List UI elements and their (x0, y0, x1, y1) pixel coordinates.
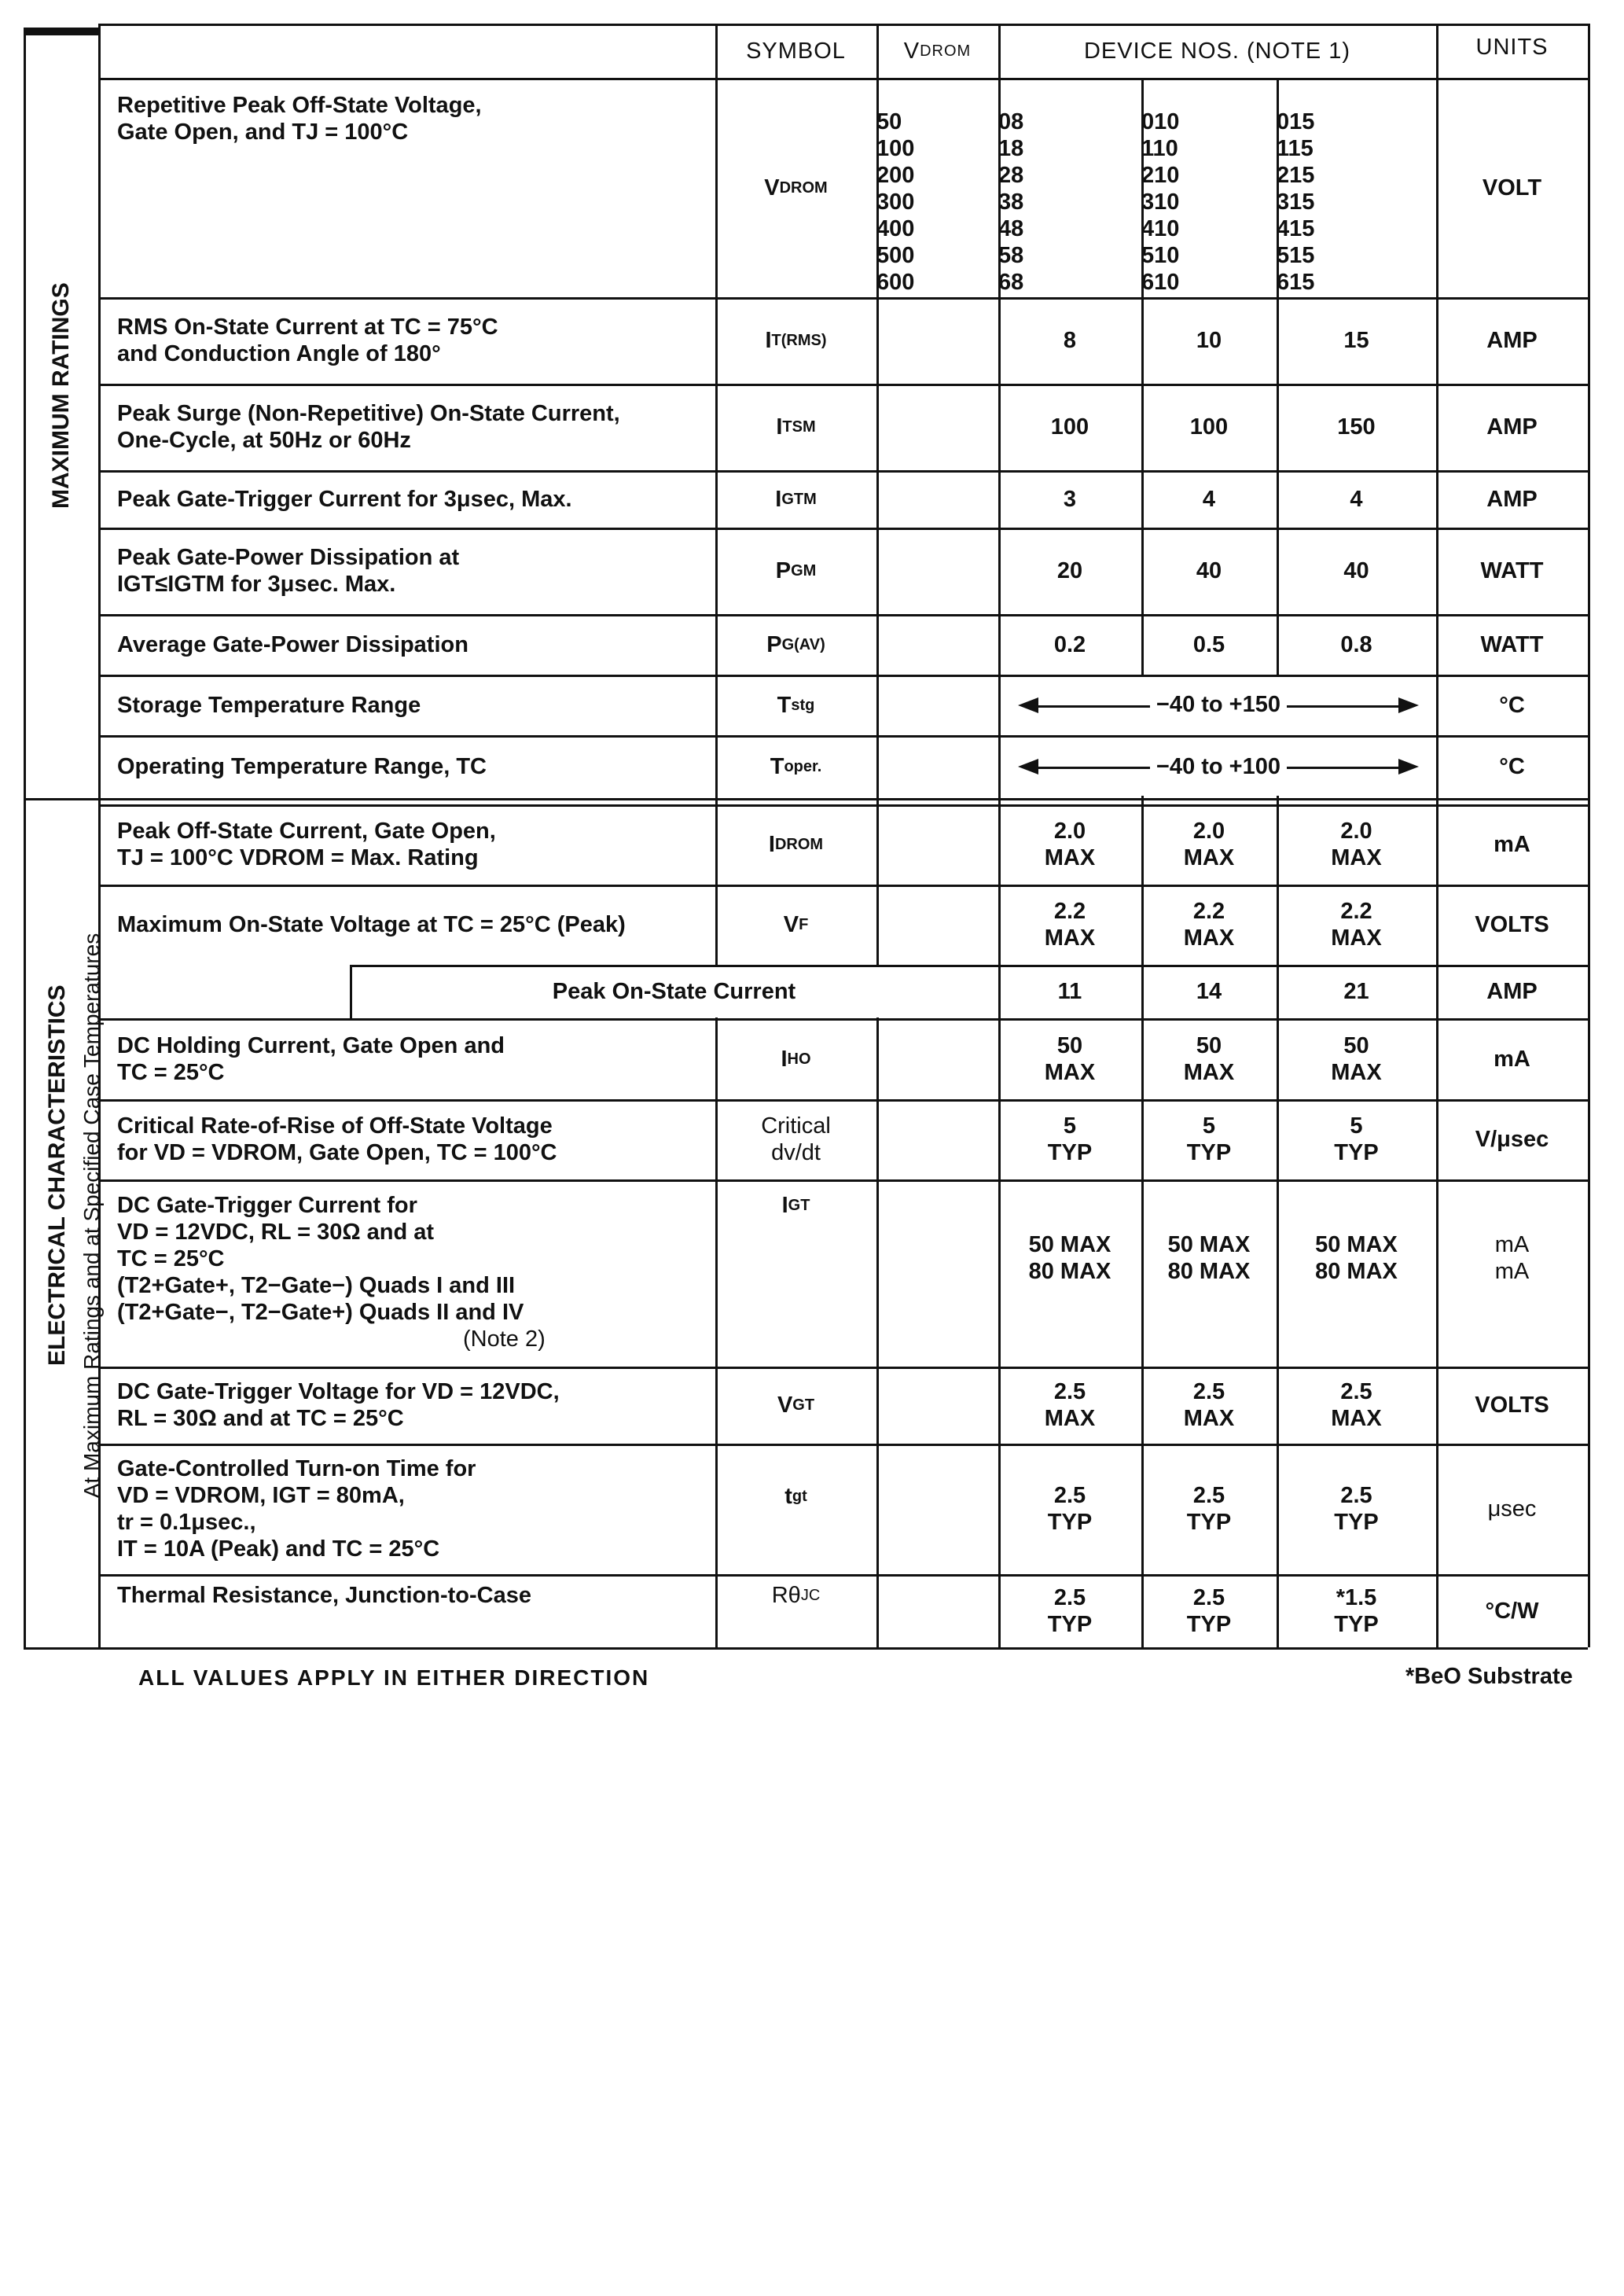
section-electrical-characteristics: ELECTRICAL CHARACTERISTICS (44, 984, 70, 1366)
vgt-dev3: 2.5 MAX (1331, 1379, 1382, 1431)
header-symbol: SYMBOL (746, 38, 846, 64)
rth-units: °C/W (1485, 1598, 1539, 1624)
footer-note-right: *BeO Substrate (1405, 1664, 1573, 1689)
param-toper: Operating Temperature Range, TC (117, 754, 487, 779)
section-maximum-ratings: MAXIMUM RATINGS (48, 282, 74, 509)
param-pgav: Average Gate-Power Dissipation (117, 631, 468, 657)
param-igt: DC Gate-Trigger Current for VD = 12VDC, RL = 30Ω and at TC = 25°C (T2+Gate+, T2−Gate−) Quads I and III (T2+Gate−, T2−Gate+) Quads II and IV (Note 2) (117, 1193, 546, 1352)
iho-dev3: 50 MAX (1331, 1032, 1382, 1085)
vf-dev2: 2.2 MAX (1183, 899, 1235, 951)
section-electrical-subtitle: At Maximum Ratings and at Specified Case Temperatures (79, 933, 104, 1499)
param-tgt: Gate-Controlled Turn-on Time for VD = VDROM, IGT = 80mA, tr = 0.1μsec., IT = 10A (Peak) and TC = 25°C (117, 1456, 476, 1562)
tgt-dev3: 2.5 TYP (1334, 1483, 1379, 1535)
pgav-units: WATT (1480, 631, 1544, 657)
symbol-pgm: P GM (775, 558, 817, 583)
symbol-dvdt: Critical dv/dt (761, 1113, 831, 1165)
header-units: UNITS (1475, 35, 1549, 60)
dvdt-units: V/μsec (1475, 1127, 1549, 1152)
symbol-iho: I HO (781, 1046, 811, 1072)
header-device-nos: DEVICE NOS. (NOTE 1) (1083, 38, 1351, 64)
param-surge: Peak Surge (Non-Repetitive) On-State Current, One-Cycle, at 50Hz or 60Hz (117, 401, 620, 453)
idrom-dev1: 2.0 MAX (1044, 819, 1096, 870)
peak-on-units: AMP (1486, 979, 1538, 1004)
toper-units: °C (1499, 754, 1525, 779)
surge-dev1: 100 (1050, 414, 1089, 440)
symbol-tgt: t gt (784, 1484, 807, 1509)
pgm-dev2: 40 (1196, 558, 1222, 583)
param-vgt: DC Gate-Trigger Voltage for VD = 12VDC, RL = 30Ω and at TC = 25°C (117, 1379, 560, 1431)
pgm-dev3: 40 (1343, 558, 1369, 583)
vgt-dev1: 2.5 MAX (1044, 1379, 1096, 1431)
device2-numbers: 010 110 210 310 410 510 610 (1141, 109, 1180, 295)
idrom-units: mA (1494, 832, 1530, 857)
peak-on-dev3: 21 (1343, 979, 1369, 1004)
rule (24, 28, 26, 1647)
tgt-dev2: 2.5 TYP (1186, 1483, 1232, 1535)
tstg-units: °C (1499, 692, 1525, 718)
tstg-range-arrow (1018, 675, 1419, 735)
rms-dev2: 10 (1196, 328, 1222, 353)
igt-dev1: 50 MAX 80 MAX (1028, 1232, 1111, 1284)
rth-dev1: 2.5 TYP (1047, 1584, 1093, 1637)
igtm-dev2: 4 (1202, 486, 1216, 512)
rule (24, 28, 101, 35)
rms-units: AMP (1486, 328, 1538, 353)
igt-dev2: 50 MAX 80 MAX (1167, 1232, 1251, 1284)
surge-dev3: 150 (1337, 414, 1376, 440)
units-vdrom: VOLT (1482, 175, 1542, 201)
iho-dev1: 50 MAX (1044, 1032, 1096, 1085)
vf-dev3: 2.2 MAX (1331, 899, 1382, 951)
symbol-vgt: V GT (777, 1393, 815, 1418)
param-rth: Thermal Resistance, Junction-to-Case (117, 1583, 531, 1608)
rth-dev3: *1.5 TYP (1334, 1584, 1379, 1637)
idrom-dev2: 2.0 MAX (1183, 819, 1235, 870)
rule (1588, 24, 1590, 1647)
rth-dev2: 2.5 TYP (1186, 1584, 1232, 1637)
footer-note-left: ALL VALUES APPLY IN EITHER DIRECTION (138, 1665, 650, 1690)
igtm-units: AMP (1486, 486, 1538, 512)
param-tstg: Storage Temperature Range (117, 692, 421, 718)
param-iho: DC Holding Current, Gate Open and TC = 25°C (117, 1032, 505, 1085)
igt-units: mA mA (1494, 1232, 1530, 1284)
symbol-toper: T oper. (770, 754, 822, 779)
vdrom-values: 50 100 200 300 400 500 600 (876, 109, 915, 295)
symbol-rms: I T(RMS) (765, 328, 827, 353)
device3-numbers: 015 115 215 315 415 515 615 (1277, 109, 1315, 295)
tgt-dev1: 2.5 TYP (1047, 1483, 1093, 1535)
param-peak-on: Peak On-State Current (552, 979, 796, 1004)
tstg-range: −40 to +150 (1150, 692, 1287, 718)
symbol-idrom: I DROM (768, 832, 824, 857)
param-idrom: Peak Off-State Current, Gate Open, TJ = 100°C VDROM = Max. Rating (117, 819, 496, 870)
pgm-units: WATT (1480, 558, 1544, 583)
dvdt-dev2: 5 TYP (1186, 1113, 1232, 1165)
param-vdrom: Repetitive Peak Off-State Voltage, Gate Open, and TJ = 100°C (117, 93, 482, 145)
peak-on-dev2: 14 (1196, 979, 1222, 1004)
igtm-dev3: 4 (1350, 486, 1363, 512)
vf-dev1: 2.2 MAX (1044, 899, 1096, 951)
surge-units: AMP (1486, 414, 1538, 440)
datasheet-table (24, 24, 1593, 1667)
dvdt-dev1: 5 TYP (1047, 1113, 1093, 1165)
igtm-dev1: 3 (1063, 486, 1077, 512)
peak-on-dev1: 11 (1057, 979, 1082, 1004)
param-pgm: Peak Gate-Power Dissipation at IGT≤IGTM for 3μsec. Max. (117, 545, 460, 597)
rule (24, 798, 101, 800)
toper-range-arrow (1018, 735, 1419, 798)
rule (98, 798, 1588, 800)
iho-units: mA (1494, 1046, 1530, 1072)
pgm-dev1: 20 (1056, 558, 1083, 583)
vf-units: VOLTS (1475, 912, 1549, 937)
param-dvdt: Critical Rate-of-Rise of Off-State Voltage for VD = VDROM, Gate Open, TC = 100°C (117, 1113, 557, 1165)
param-vf: Maximum On-State Voltage at TC = 25°C (Peak) (117, 912, 626, 937)
vgt-dev2: 2.5 MAX (1183, 1379, 1235, 1431)
rms-dev1: 8 (1063, 328, 1077, 353)
header-vdrom: V DROM (903, 38, 972, 64)
dvdt-dev3: 5 TYP (1334, 1113, 1379, 1165)
pgav-dev3: 0.8 (1340, 631, 1372, 657)
toper-range: −40 to +100 (1150, 754, 1287, 780)
symbol-vdrom: V DROM (764, 175, 828, 201)
param-igtm: Peak Gate-Trigger Current for 3μsec, Max. (117, 486, 572, 512)
igt-dev3: 50 MAX 80 MAX (1315, 1232, 1398, 1284)
device1-numbers: 08 18 28 38 48 58 68 (998, 109, 1024, 295)
symbol-surge: I TSM (776, 414, 816, 440)
symbol-vf: V F (783, 912, 809, 937)
symbol-pgav: P G(AV) (766, 631, 825, 657)
surge-dev2: 100 (1189, 414, 1229, 440)
symbol-tstg: T stg (777, 692, 815, 718)
iho-dev2: 50 MAX (1183, 1032, 1235, 1085)
pgav-dev1: 0.2 (1053, 631, 1086, 657)
pgav-dev2: 0.5 (1192, 631, 1225, 657)
idrom-dev3: 2.0 MAX (1331, 819, 1382, 870)
symbol-igtm: I GTM (775, 486, 817, 512)
rms-dev3: 15 (1343, 328, 1369, 353)
symbol-igt: I GT (781, 1193, 810, 1218)
symbol-rth: Rθ JC (771, 1583, 821, 1608)
vgt-units: VOLTS (1475, 1393, 1549, 1418)
param-rms: RMS On-State Current at TC = 75°C and Conduction Angle of 180° (117, 315, 498, 366)
tgt-units: μsec (1487, 1496, 1537, 1521)
